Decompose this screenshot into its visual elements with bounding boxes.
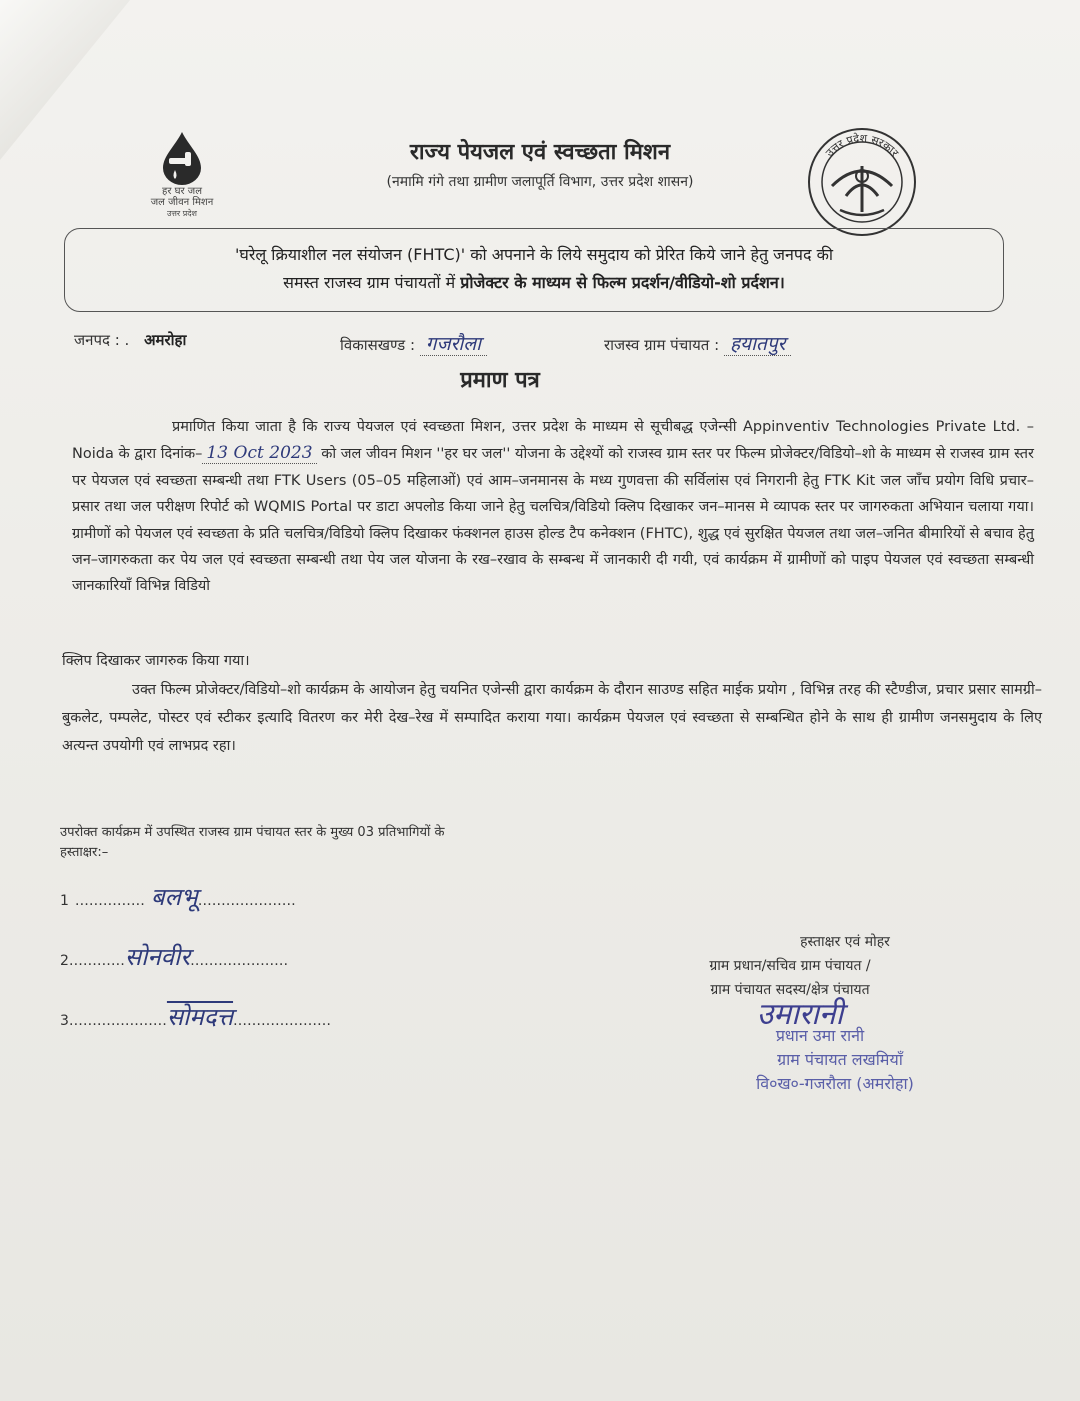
logo-text-2: जल जीवन मिशन (150, 197, 214, 208)
block-field (340, 330, 487, 356)
program-banner (64, 228, 1004, 312)
certificate-paragraph-1 (72, 414, 1034, 600)
p1-part-a: प्रमाणित किया जाता है कि राज्य पेयजल एवं स्वच्छता मिशन, उत्तर प्रदेश के माध्यम से सूचीबद्ध एजेन्सी Appinventiv Technologies Private Ltd. – Noida के द्वारा दिनांक– (72, 419, 1034, 463)
district-value: अमरोहा (144, 331, 187, 349)
logo-text-3: उत्तर प्रदेश (167, 209, 197, 218)
certificate-paragraph-2: उक्त फिल्म प्रोजेक्टर/विडियो–शो कार्यक्रम के आयोजन हेतु चयनित एजेन्सी द्वारा कार्यक्रम के दौरान साउण्ड सहित माईक प्रयोग , विभिन्न तरह की स्टैण्डीज, प्रचार प्रसार सामग्री–बुकलेट, पम्पलेट, पोस्टर एवं स्टीकर इत्यादि वितरण कर मेरी देख–रेख में सम्पादित कराया गया। कार्यक्रम पेयजल एवं स्वच्छता से सम्बन्धित होने के साथ ही ग्रामीण जनसमुदाय के लिए अत्यन्त उपयोगी एवं लाभप्रद रहा। (62, 682, 1042, 754)
participants-intro: उपरोक्त कार्यक्रम में उपस्थित राजस्व ग्राम पंचायत स्तर के मुख्य 03 प्रतिभागियों के (60, 825, 445, 840)
mission-subtitle: (नमामि गंगे तथा ग्रामीण जलापूर्ति विभाग, उत्तर प्रदेश शासन) (386, 174, 694, 190)
event-date: 13 Oct 2023 (202, 443, 316, 464)
up-government-seal-icon (806, 126, 918, 238)
gram-panchayat-field (604, 330, 791, 356)
certificate-title: प्रमाण पत्र (460, 368, 540, 393)
stamp-line-1: प्रधान उमा रानी (775, 1026, 865, 1045)
stamp-line-3: वि०ख०-गजरौला (अमरोहा) (756, 1074, 914, 1093)
authority-line-2: ग्राम प्रधान/सचिव ग्राम पंचायत / (709, 958, 871, 974)
participant-name: सोमदत्त (166, 1003, 234, 1031)
authority-line-1: हस्ताक्षर एवं मोहर (800, 934, 890, 950)
certificate-paragraph-1-end: क्लिप दिखाकर जागरुक किया गया। (62, 653, 250, 669)
banner-line-2-normal: समस्त राजस्व ग्राम पंचायतों में (283, 273, 461, 292)
pradhan-stamp (650, 1024, 950, 1096)
block-value: गजरौला (420, 333, 487, 356)
participant-num: 2 (60, 953, 69, 969)
pradhan-signature: उमारानी (756, 997, 844, 1032)
gp-value: हयातपुर (724, 333, 791, 356)
gp-label: राजस्व ग्राम पंचायत : (604, 336, 720, 354)
seal-text: उत्तर प्रदेश सरकार (822, 131, 902, 160)
participant-signature-3: 3…………………सोमदत्त………………… (60, 1003, 332, 1031)
banner-line-2-bold: प्रोजेक्टर के माध्यम से फिल्म प्रदर्शन/वीडियो-शो प्रर्दशन। (460, 273, 785, 292)
logo-text-1: हर घर जल (162, 186, 202, 197)
participant-signature-1: 1 …………… बलभू………………… (60, 883, 296, 911)
participant-num: 3 (60, 1013, 69, 1029)
district-field (74, 330, 186, 350)
page-fold (0, 0, 130, 160)
participant-name: सोनवीर (124, 943, 191, 971)
banner-line-2 (85, 269, 983, 297)
p1-part-b: को जल जीवन मिशन ''हर घर जल'' योजना के उद्देश्यों को राजस्व ग्राम स्तर पर फिल्म प्रोजेक्टर/विडियो–शो के माध्यम से राजस्व ग्राम स्तर पर पेयजल एवं स्वच्छता सम्बन्धी तथा FTK Users (05–05 महिलाओं) एवं आम–जनमानस के मध्य गुणवत्ता की सर्विलांस एवं निगरानी हेतु FTK Kit जल जाँच प्रयोग विधि प्रचार–प्रसार तथा जल परीक्षण रिपोर्ट को WQMIS Portal पर डाटा अपलोड किया जाने हेतु चलचित्र/विडियो क्लिप दिखाकर जन–मानस मे व्यापक स्तर पर जागरुकता अभियान चलाया गया। ग्रामीणों को पेयजल एवं स्वच्छता के प्रति चलचित्र/विडियो क्लिप दिखाकर फंक्शनल हाउस होल्ड टैप कनेक्शन (FHTC), शुद्ध एवं सुरक्षित पेयजल तथा जल–जनित बीमारियों से बचाव हेतु जन–जागरुकता कर पेय जल एवं स्वच्छता सम्बन्धी तथा पेय जल योजना के रख–रखाव के सम्बन्ध में जानकारी दी गयी, एवं कार्यक्रम में ग्रामीणों को पाइप पेयजल एवं स्वच्छता सम्बन्धी जानकारियाँ विभिन्न विडियो (72, 446, 1034, 595)
water-drop-icon (157, 130, 207, 186)
mission-title: राज्य पेयजल एवं स्वच्छता मिशन (409, 140, 671, 165)
banner-line-1: 'घरेलू क्रियाशील नल संयोजन (FHTC)' को अपनाने के लिये समुदाय को प्रेरित किये जाने हेतु जनपद की (234, 245, 834, 264)
participant-num: 1 (60, 893, 69, 909)
district-label: जनपद : . (74, 331, 130, 349)
participant-name: बलभू (150, 883, 198, 911)
participant-signature-2: 2…………सोनवीर………………… (60, 943, 289, 971)
authority-line-3: ग्राम पंचायत सदस्य/क्षेत्र पंचायत (710, 982, 870, 998)
stamp-line-2: ग्राम पंचायत लखमियाँ (777, 1050, 903, 1069)
block-label: विकासखण्ड : (340, 336, 416, 354)
participants-sign-label: हस्ताक्षर:– (60, 845, 109, 860)
har-ghar-jal-logo (132, 130, 232, 219)
